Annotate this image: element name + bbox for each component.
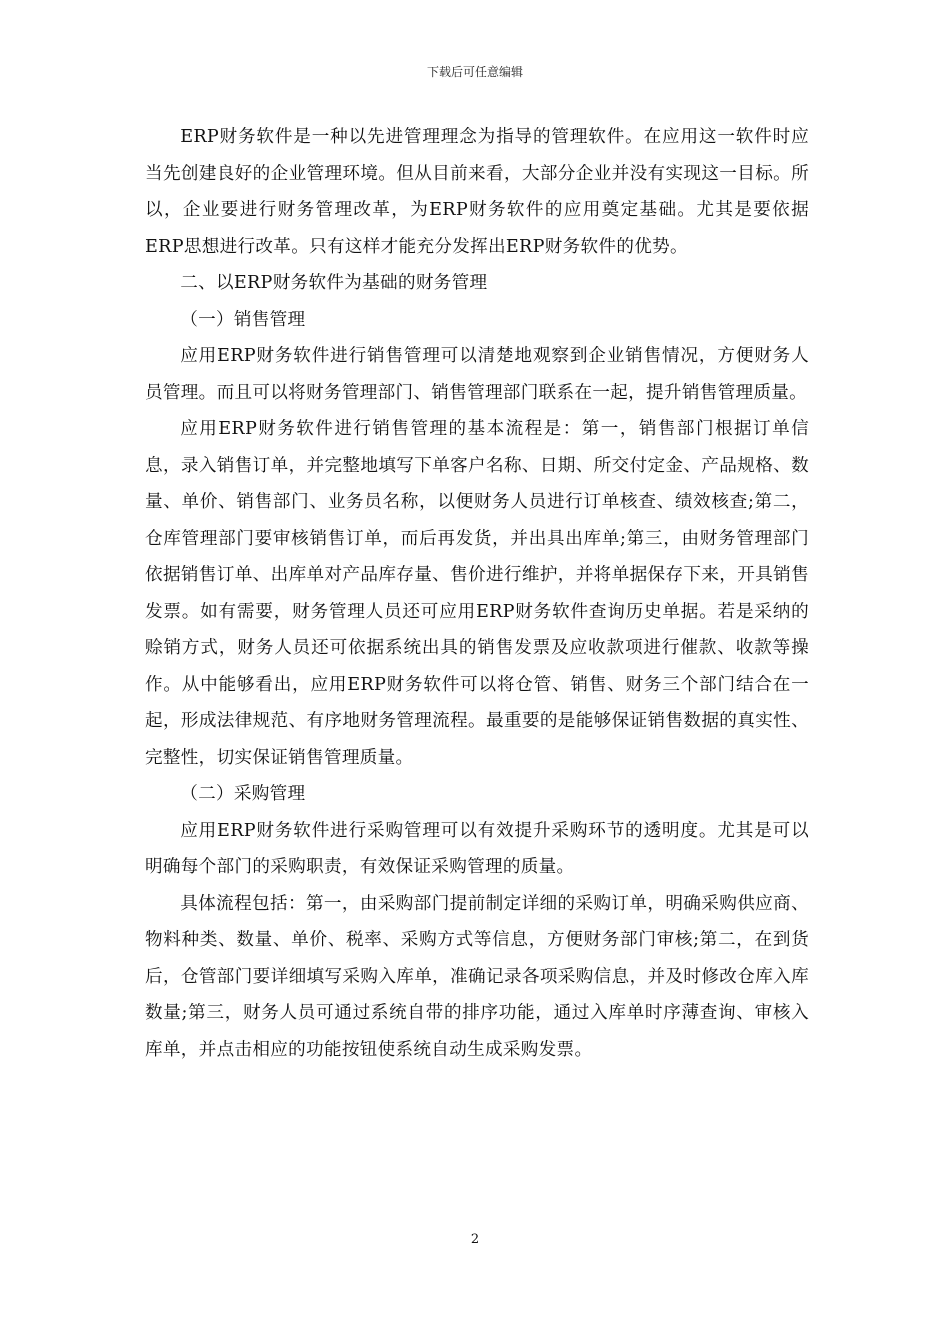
paragraph-sales-overview: 应用ERP财务软件进行销售管理可以清楚地观察到企业销售情况，方便财务人员管理。而且可以将财务管理部门、销售管理部门联系在一起，提升销售管理质量。 [145, 346, 809, 403]
paragraph-sales-process: 应用ERP财务软件进行销售管理的基本流程是：第一，销售部门根据订单信息，录入销售订单，并完整地填写下单客户名称、日期、所交付定金、产品规格、数量、单价、销售部门、业务员名称，以便财务人员进行订单核查、绩效核查;第二，仓库管理部门要审核销售订单，而后再发货，并出具出库单;第三，由财务管理部门依据销售订单、出库单对产品库存量、售价进行维护，并将单据保存下来，开具销售发票。如有需要，财务管理人员还可应用ERP财务软件查询历史单据。若是采纳的赊销方式，财务人员还可依据系统出具的销售发票及应收款项进行催款、收款等操作。从中能够看出，应用ERP财务软件可以将仓管、销售、财务三个部门结合在一起，形成法律规范、有序地财务管理流程。最重要的是能够保证销售数据的真实性、完整性，切实保证销售管理质量。 [145, 419, 809, 768]
section-heading-financial-management: 二、以ERP财务软件为基础的财务管理 [180, 273, 488, 293]
subsection-heading-sales: （一）销售管理 [180, 309, 306, 330]
paragraph-purchasing-process: 具体流程包括：第一，由采购部门提前制定详细的采购订单，明确采购供应商、物料种类、数量、单价、税率、采购方式等信息，方便财务部门审核;第二，在到货后，仓管部门要详细填写采购入库单，准确记录各项采购信息，并及时修改仓库入库数量;第三，财务人员可通过系统自带的排序功能，通过入库单时序薄查询、审核入库单，并点击相应的功能按钮使系统自动生成采购发票。 [145, 893, 809, 1060]
page-number: 2 [470, 1232, 480, 1247]
subsection-heading-purchasing: （二）采购管理 [180, 784, 306, 804]
paragraph-erp-intro: ERP财务软件是一种以先进管理理念为指导的管理软件。在应用这一软件时应当先创建良好的企业管理环境。但从目前来看，大部分企业并没有实现这一目标。所以，企业要进行财务管理改革，为ERP财务软件的应用奠定基础。尤其是要依据ERP思想进行改革。只有这样才能充分发挥出ERP财务软件的优势。 [145, 127, 809, 257]
paragraph-purchasing-overview: 应用ERP财务软件进行采购管理可以有效提升采购环节的透明度。尤其是可以明确每个部门的采购职责，有效保证采购管理的质量。 [145, 820, 809, 877]
document-body [145, 119, 809, 1068]
page-header: 下载后可任意编辑 [426, 65, 523, 79]
